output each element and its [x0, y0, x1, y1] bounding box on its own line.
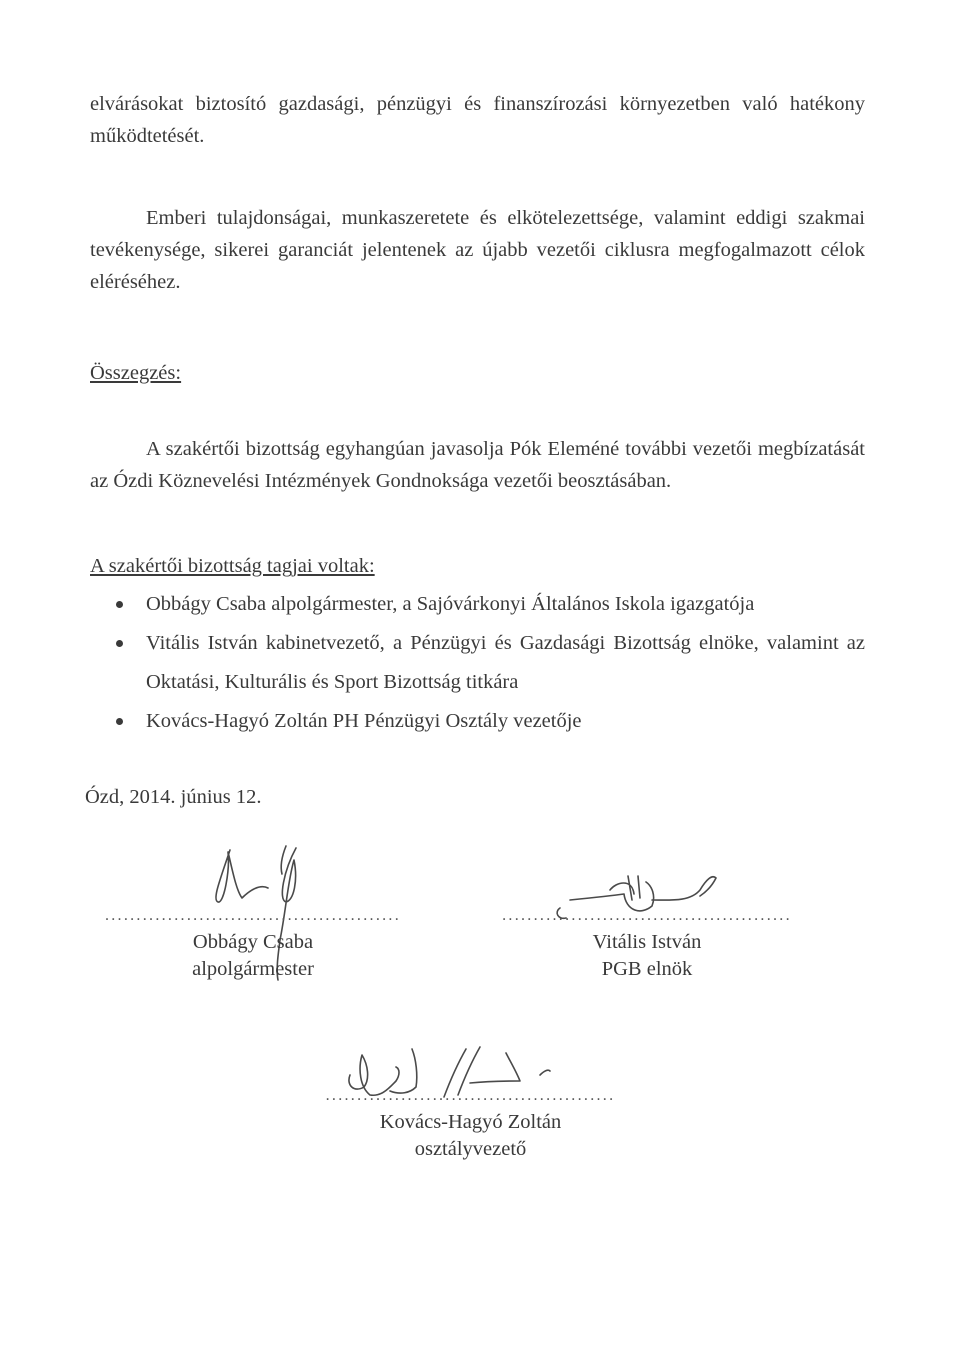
- paragraph-qualities: Emberi tulajdonságai, munkaszeretete és elkötelezettsége, valamint eddigi szakmai tevékenysége, sikerei garanciát jelentenek az újabb vezetői ciklusra megfogalmazott célok eléréséhez.: [90, 207, 865, 293]
- place-and-date: Ózd, 2014. június 12.: [85, 786, 262, 808]
- bullet-icon: [116, 718, 123, 725]
- signature-line: ..............................................: [325, 1087, 616, 1104]
- signature-block-obbagy: [88, 907, 418, 983]
- bullet-icon: [116, 601, 123, 608]
- committee-member: [90, 585, 865, 624]
- summary-text: A szakértői bizottság egyhangúan javasolja Pók Eleméné további vezetői megbízatását az Ózdi Köznevelési Intézmények Gondnoksága vezetői beosztásában.: [90, 438, 865, 492]
- committee-member: [90, 702, 865, 741]
- committee-member: [90, 624, 865, 702]
- member-text: Vitális István kabinetvezető, a Pénzügyi és Gazdasági Bizottság elnöke, valamint az Oktatási, Kulturális és Sport Bizottság titkára: [146, 632, 865, 693]
- committee-heading: A szakértői bizottság tagjai voltak:: [90, 555, 375, 577]
- member-text: Obbágy Csaba alpolgármester, a Sajóvárkonyi Általános Iskola igazgatója: [146, 593, 755, 615]
- signatory-title: osztályvezető: [414, 1138, 527, 1160]
- summary-heading: Összegzés:: [90, 362, 182, 384]
- paragraph-intro: elvárásokat biztosító gazdasági, pénzügyi és finanszírozási környezetben való hatékony működtetését.: [90, 93, 865, 147]
- signature-block-kovacs-hagyo: [298, 1087, 643, 1163]
- signatory-title: PGB elnök: [601, 958, 693, 980]
- signature-block-vitalis: [478, 907, 816, 983]
- signature-line: ...............................................: [104, 907, 402, 924]
- signatory-name: Obbágy Csaba: [192, 931, 314, 953]
- bullet-icon: [116, 640, 123, 647]
- committee-member-list: [90, 585, 865, 741]
- signatory-name: Vitális István: [592, 931, 702, 953]
- signature-line: ..............................................: [502, 907, 792, 924]
- signatory-title: alpolgármester: [192, 958, 314, 980]
- member-text: Kovács-Hagyó Zoltán PH Pénzügyi Osztály vezetője: [146, 710, 582, 732]
- signatory-name: Kovács-Hagyó Zoltán: [379, 1111, 562, 1133]
